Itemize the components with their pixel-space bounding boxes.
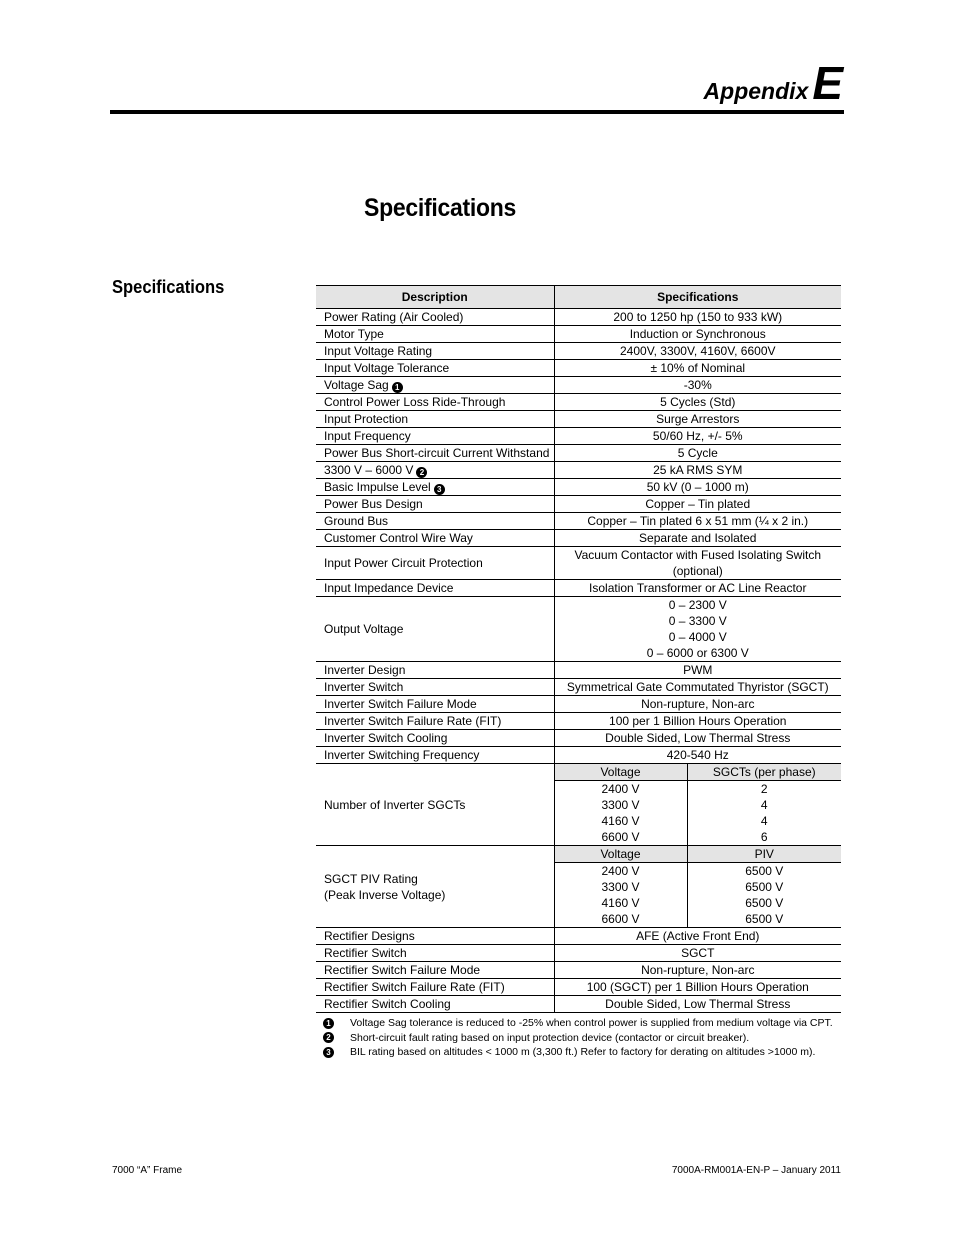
table-row [316,496,841,513]
table-row [316,713,841,730]
row-specification: Isolation Transformer or AC Line Reactor [554,580,841,597]
table-row [316,597,841,662]
footnote-marker-icon: 3 [434,484,445,495]
subtable-header-voltage: Voltage [554,764,687,781]
table-row [316,730,841,747]
appendix-word: Appendix [703,78,809,104]
table-row [316,462,841,479]
row-description-text: Input Frequency [324,429,411,443]
row-description-text: Motor Type [324,327,384,341]
row-description [316,513,554,530]
table-row [316,394,841,411]
row-description-text: Rectifier Switch [324,946,407,960]
appendix-letter: E [812,57,843,109]
table-row [316,343,841,360]
row-description [316,730,554,747]
table-row [316,360,841,377]
header-specifications: Specifications [554,286,841,309]
row-description-text: Power Bus Design [324,497,423,511]
row-description [316,580,554,597]
row-specification: 0 – 2300 V 0 – 3300 V 0 – 4000 V 0 – 6000 or 6300 V [554,597,841,662]
row-description [316,945,554,962]
row-description-text: Voltage Sag [324,378,389,392]
row-specification: Non-rupture, Non-arc [554,696,841,713]
row-specification: 50/60 Hz, +/- 5% [554,428,841,445]
row-description-text: Input Power Circuit Protection [324,556,483,570]
row-specification: SGCT [554,945,841,962]
footnote-marker-icon: 1 [392,382,403,393]
row-specification: Surge Arrestors [554,411,841,428]
subtable-header-value: PIV [687,846,841,863]
page-title: Specifications [364,194,517,222]
row-specification: Symmetrical Gate Commutated Thyristor (SGCT) [554,679,841,696]
row-description-text: Inverter Switch Failure Rate (FIT) [324,714,502,728]
table-row [316,979,841,996]
row-description [316,679,554,696]
footer-left: 7000 “A” Frame [112,1165,183,1176]
header-description: Description [316,286,554,309]
row-description-text: Rectifier Switch Failure Mode [324,963,481,977]
row-description-text: Control Power Loss Ride-Through [324,395,506,409]
row-description-text: Rectifier Switch Failure Rate (FIT) [324,980,505,994]
row-specification: Separate and Isolated [554,530,841,547]
row-description [316,928,554,945]
row-specification: ± 10% of Nominal [554,360,841,377]
row-description [316,547,554,580]
row-description-text: Output Voltage [324,622,404,636]
table-body [316,309,841,1013]
row-specification: Double Sided, Low Thermal Stress [554,996,841,1013]
row-description-text: Input Voltage Rating [324,344,433,358]
table-row [316,377,841,394]
row-description-text: Rectifier Switch Cooling [324,997,451,1011]
footer-right: 7000A-RM001A-EN-P – January 2011 [671,1165,841,1176]
subtable-voltages: 2400 V 3300 V 4160 V 6600 V [554,781,687,846]
row-description [316,326,554,343]
footnote-marker-icon: 3 [323,1047,334,1058]
appendix-heading [703,57,843,109]
table-row [316,479,841,496]
row-description-text: Basic Impulse Level [324,480,431,494]
row-specification: Copper – Tin plated 6 x 51 mm (¼ x 2 in.) [554,513,841,530]
row-description [316,428,554,445]
row-specification: Induction or Synchronous [554,326,841,343]
row-description [316,377,554,394]
row-specification: 200 to 1250 hp (150 to 933 kW) [554,309,841,326]
row-description [316,747,554,764]
table-row [316,928,841,945]
row-description-text: Inverter Switch Cooling [324,731,448,745]
table-header-row [316,286,841,309]
table-row [316,846,841,863]
row-specification: Vacuum Contactor with Fused Isolating Switch (optional) [554,547,841,580]
row-specification: Double Sided, Low Thermal Stress [554,730,841,747]
row-description [316,479,554,496]
table-row [316,445,841,462]
table-row [316,309,841,326]
row-specification: 5 Cycles (Std) [554,394,841,411]
row-specification: 25 kA RMS SYM [554,462,841,479]
row-specification: 100 per 1 Billion Hours Operation [554,713,841,730]
row-specification: AFE (Active Front End) [554,928,841,945]
table-row [316,962,841,979]
row-specification: 50 kV (0 – 1000 m) [554,479,841,496]
row-description [316,979,554,996]
row-description-text: Inverter Design [324,663,406,677]
row-description [316,996,554,1013]
row-description-text: 3300 V – 6000 V [324,463,414,477]
table-row [316,662,841,679]
table-row [316,326,841,343]
row-description-text: Rectifier Designs [324,929,415,943]
row-description: SGCT PIV Rating (Peak Inverse Voltage) [316,846,554,928]
row-description-text: Inverter Switch Failure Mode [324,697,477,711]
row-description [316,962,554,979]
subtable-header-voltage: Voltage [554,846,687,863]
row-description [316,394,554,411]
subtable-voltages: 2400 V 3300 V 4160 V 6600 V [554,863,687,928]
row-description-text: Inverter Switching Frequency [324,748,480,762]
footnote-marker-icon: 2 [323,1032,334,1043]
row-description [316,360,554,377]
specifications-table [316,285,841,1013]
table-row [316,696,841,713]
table-row [316,530,841,547]
row-description-text: Inverter Switch [324,680,404,694]
subtable-values: 6500 V 6500 V 6500 V 6500 V [687,863,841,928]
table-row [316,411,841,428]
row-description [316,309,554,326]
row-description [316,662,554,679]
row-description [316,411,554,428]
row-specification: PWM [554,662,841,679]
table-row [316,679,841,696]
table-row [316,764,841,781]
row-description [316,462,554,479]
row-specification: 2400V, 3300V, 4160V, 6600V [554,343,841,360]
row-specification: 100 (SGCT) per 1 Billion Hours Operation [554,979,841,996]
row-description [316,530,554,547]
row-description [316,496,554,513]
footnote [323,1045,833,1060]
table-row [316,580,841,597]
subtable-values: 2 4 4 6 [687,781,841,846]
row-specification: 5 Cycle [554,445,841,462]
row-description [316,597,554,662]
footnote-text: Voltage Sag tolerance is reduced to -25% when control power is supplied from medium voltage via CPT. [350,1017,833,1029]
row-description-text: Input Protection [324,412,409,426]
footnote-text: Short-circuit fault rating based on input protection device (contactor or circuit breaker). [350,1031,750,1044]
footnote-marker-icon: 2 [416,467,427,478]
footnote-marker-icon: 1 [323,1018,334,1029]
side-heading: Specifications [112,277,225,297]
subtable-header-value: SGCTs (per phase) [687,764,841,781]
row-description: Number of Inverter SGCTs [316,764,554,846]
footnote-text: BIL rating based on altitudes < 1000 m (3,300 ft.) Refer to factory for derating on altitudes >1000 m). [350,1046,816,1058]
row-description-text: Power Bus Short-circuit Current Withstand [324,446,550,460]
row-description-text: Input Voltage Tolerance [324,361,450,375]
table-row [316,747,841,764]
row-description [316,713,554,730]
table-row [316,428,841,445]
row-description [316,343,554,360]
table-row [316,513,841,530]
table-row [316,996,841,1013]
table-row [316,945,841,962]
row-description [316,445,554,462]
table-row [316,547,841,580]
row-description-text: Ground Bus [324,514,389,528]
footnote [323,1031,833,1046]
row-description-text: Input Impedance Device [324,581,454,595]
row-description [316,696,554,713]
footnotes [323,1016,833,1060]
footnote [323,1016,833,1031]
row-specification: Non-rupture, Non-arc [554,962,841,979]
header-rule [110,110,844,114]
row-specification: -30% [554,377,841,394]
row-specification: Copper – Tin plated [554,496,841,513]
row-specification: 420-540 Hz [554,747,841,764]
row-description-text: Power Rating (Air Cooled) [324,310,464,324]
row-description-text: Customer Control Wire Way [324,531,473,545]
